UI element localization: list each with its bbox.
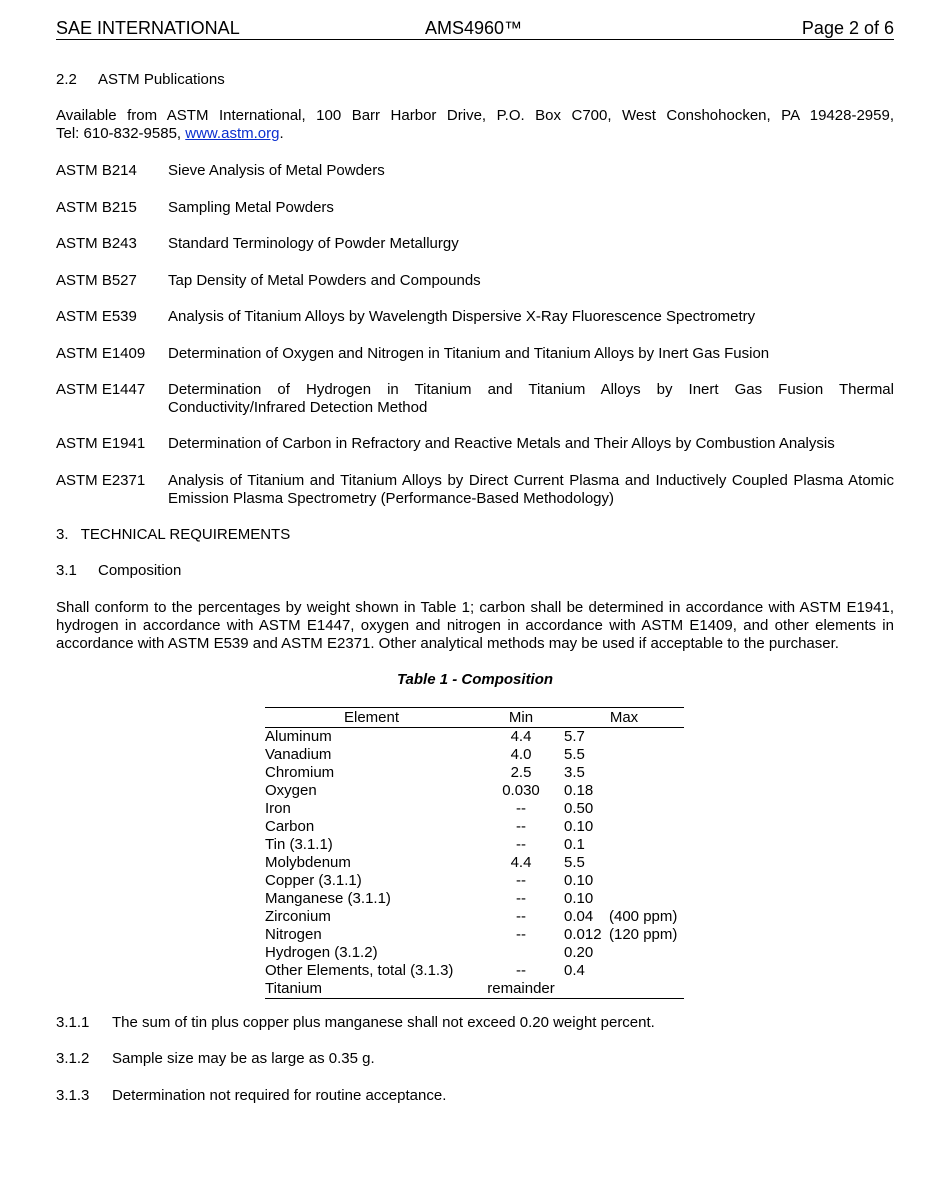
reference-item — [56, 235, 894, 253]
table-row — [265, 728, 684, 747]
note-number: 3.1.3 — [56, 1087, 90, 1104]
cell-max: 0.10 — [564, 890, 594, 907]
reference-code: ASTM E1447 — [56, 381, 146, 398]
header-page-number: Page 2 of 6 — [801, 18, 894, 38]
cell-ppm-note — [609, 782, 684, 800]
cell-ppm-note — [609, 854, 684, 872]
note-text: Determination not required for routine acceptance. — [112, 1087, 447, 1104]
cell-max: 0.012 — [564, 926, 602, 943]
cell-min: -- — [516, 908, 526, 925]
cell-ppm-note — [609, 980, 684, 999]
cell-element: Iron — [265, 800, 291, 817]
note-item — [56, 1014, 894, 1032]
cell-ppm-note: (120 ppm) — [609, 926, 678, 943]
reference-title-line-1: Determination of Hydrogen in Titanium and Titanium Alloys by Inert Gas Fusion Thermal — [168, 381, 894, 398]
reference-title-line-2: Emission Plasma Spectrometry (Performance-Based Methodology) — [168, 490, 615, 507]
cell-element: Vanadium — [265, 746, 332, 763]
cell-element: Chromium — [265, 764, 335, 781]
reference-code: ASTM B214 — [56, 162, 137, 179]
cell-min: 0.030 — [502, 782, 540, 799]
availability-period: . — [279, 125, 284, 142]
table-row — [265, 854, 684, 872]
header-min: Min — [508, 708, 534, 726]
reference-code: ASTM B215 — [56, 199, 137, 216]
cell-element: Tin (3.1.1) — [265, 836, 333, 853]
cell-min: -- — [516, 800, 526, 817]
cell-min: 4.4 — [510, 728, 532, 745]
cell-max: 0.18 — [564, 782, 594, 799]
section-number: 3.1 — [56, 562, 77, 579]
table-row — [265, 782, 684, 800]
reference-item — [56, 381, 894, 417]
cell-max: 0.1 — [564, 836, 585, 853]
table-caption: Table 1 - Composition — [396, 671, 554, 688]
cell-min: -- — [516, 818, 526, 835]
table-row — [265, 818, 684, 836]
note-number: 3.1.1 — [56, 1014, 90, 1031]
section-3-heading: 3. TECHNICAL REQUIREMENTS — [56, 526, 291, 543]
cell-max: 0.04 — [564, 908, 594, 925]
availability-line-2 — [56, 125, 894, 143]
table-row — [265, 746, 684, 764]
composition-line-1: Shall conform to the percentages by weight shown in Table 1; carbon shall be determined in accordance with ASTM E1941, — [56, 599, 894, 616]
cell-ppm-note — [609, 962, 684, 980]
reference-item — [56, 199, 894, 217]
cell-element: Manganese (3.1.1) — [265, 890, 391, 907]
cell-ppm-note — [609, 872, 684, 890]
section-title: Composition — [98, 562, 182, 579]
reference-title-line-2: Conductivity/Infrared Detection Method — [168, 399, 428, 416]
cell-max: 0.20 — [564, 944, 594, 961]
availability-tel: Tel: 610-832-9585, — [56, 125, 182, 142]
table-row — [265, 944, 684, 962]
cell-max: 5.7 — [564, 728, 585, 745]
availability-line-1: Available from ASTM International, 100 Barr Harbor Drive, P.O. Box C700, West Conshohocken, PA 19428-2959, — [56, 107, 894, 124]
reference-title: Standard Terminology of Powder Metallurgy — [168, 235, 459, 252]
cell-max: 0.10 — [564, 818, 594, 835]
table-row — [265, 836, 684, 854]
cell-ppm-note: (400 ppm) — [609, 908, 678, 925]
cell-min: 2.5 — [510, 764, 532, 781]
note-number: 3.1.2 — [56, 1050, 90, 1067]
reference-item — [56, 272, 894, 290]
cell-element: Hydrogen (3.1.2) — [265, 944, 378, 961]
reference-title-line-1: Analysis of Titanium and Titanium Alloys by Direct Current Plasma and Inductively Coupled Plasma Atomic — [168, 472, 894, 489]
cell-ppm-note — [609, 890, 684, 908]
cell-ppm-note — [609, 728, 684, 747]
reference-code: ASTM E539 — [56, 308, 137, 325]
header-element: Element — [343, 708, 400, 726]
table-row — [265, 962, 684, 980]
table-row — [265, 764, 684, 782]
table-row — [265, 926, 684, 944]
cell-element: Copper (3.1.1) — [265, 872, 362, 889]
composition-line-3: accordance with ASTM E539 and ASTM E2371. Other analytical methods may be used if acceptable to the purchaser. — [56, 635, 839, 652]
cell-ppm-note — [609, 800, 684, 818]
reference-title — [168, 381, 894, 417]
cell-max: 5.5 — [564, 746, 585, 763]
cell-element: Titanium — [265, 980, 322, 997]
table-row — [265, 890, 684, 908]
section-number: 2.2 — [56, 71, 77, 88]
cell-min: -- — [516, 836, 526, 853]
cell-ppm-note — [609, 746, 684, 764]
cell-element: Aluminum — [265, 728, 332, 745]
cell-max: 0.4 — [564, 962, 585, 979]
reference-item — [56, 345, 894, 363]
cell-element: Molybdenum — [265, 854, 351, 871]
table-row — [265, 872, 684, 890]
reference-item — [56, 472, 894, 508]
cell-max: 3.5 — [564, 764, 585, 781]
reference-code: ASTM B243 — [56, 235, 137, 252]
table-row — [265, 908, 684, 926]
cell-max: 0.10 — [564, 872, 594, 889]
composition-line-2: hydrogen in accordance with ASTM E1447, oxygen and nitrogen in accordance with ASTM E1409, and other elements in — [56, 617, 894, 634]
reference-title: Tap Density of Metal Powders and Compounds — [168, 272, 481, 289]
cell-element: Nitrogen — [265, 926, 322, 943]
cell-ppm-note — [609, 818, 684, 836]
table-row — [265, 980, 684, 999]
reference-code: ASTM E1409 — [56, 345, 146, 362]
cell-element: Other Elements, total (3.1.3) — [265, 962, 454, 979]
reference-item — [56, 308, 894, 326]
note-item — [56, 1050, 894, 1068]
note-text: Sample size may be as large as 0.35 g. — [112, 1050, 375, 1067]
composition-table — [265, 707, 684, 999]
cell-max: 0.50 — [564, 800, 594, 817]
cell-min: 4.0 — [510, 746, 532, 763]
reference-code: ASTM B527 — [56, 272, 137, 289]
cell-ppm-note — [609, 836, 684, 854]
cell-min: 4.4 — [510, 854, 532, 871]
cell-ppm-note — [609, 944, 684, 962]
section-title: ASTM Publications — [98, 71, 225, 88]
cell-min: -- — [516, 962, 526, 979]
reference-title: Sieve Analysis of Metal Powders — [168, 162, 385, 179]
cell-min: -- — [516, 872, 526, 889]
table-body — [265, 728, 684, 999]
note-text: The sum of tin plus copper plus manganese shall not exceed 0.20 weight percent. — [112, 1014, 655, 1031]
page-header — [56, 17, 894, 40]
table-header-row — [265, 708, 684, 728]
astm-website-link[interactable]: www.astm.org — [185, 125, 280, 142]
reference-title: Determination of Carbon in Refractory and Reactive Metals and Their Alloys by Combustion Analysis — [168, 435, 835, 452]
header-max: Max — [609, 708, 639, 726]
reference-item — [56, 435, 894, 453]
cell-min: -- — [516, 890, 526, 907]
reference-title: Determination of Oxygen and Nitrogen in Titanium and Titanium Alloys by Inert Gas Fusion — [168, 345, 770, 362]
reference-title — [168, 472, 894, 508]
cell-element: Oxygen — [265, 782, 317, 799]
reference-title: Analysis of Titanium Alloys by Wavelength Dispersive X-Ray Fluorescence Spectrometry — [168, 308, 756, 325]
cell-min: remainder — [487, 980, 555, 997]
cell-element: Carbon — [265, 818, 315, 835]
header-doc-id: AMS4960™ — [425, 18, 523, 38]
reference-item — [56, 162, 894, 180]
table-row — [265, 800, 684, 818]
cell-ppm-note — [609, 764, 684, 782]
cell-min — [478, 944, 564, 962]
header-org: SAE INTERNATIONAL — [56, 18, 240, 38]
cell-min: -- — [516, 926, 526, 943]
cell-max: 5.5 — [564, 854, 585, 871]
section-3-1-heading — [56, 562, 894, 580]
composition-paragraph — [56, 599, 894, 653]
cell-element: Zirconium — [265, 908, 331, 925]
section-2-2-heading — [56, 71, 894, 89]
reference-title: Sampling Metal Powders — [168, 199, 334, 216]
reference-code: ASTM E2371 — [56, 472, 146, 489]
note-item — [56, 1087, 894, 1105]
availability-paragraph — [56, 107, 894, 143]
cell-max — [564, 980, 609, 999]
reference-code: ASTM E1941 — [56, 435, 146, 452]
